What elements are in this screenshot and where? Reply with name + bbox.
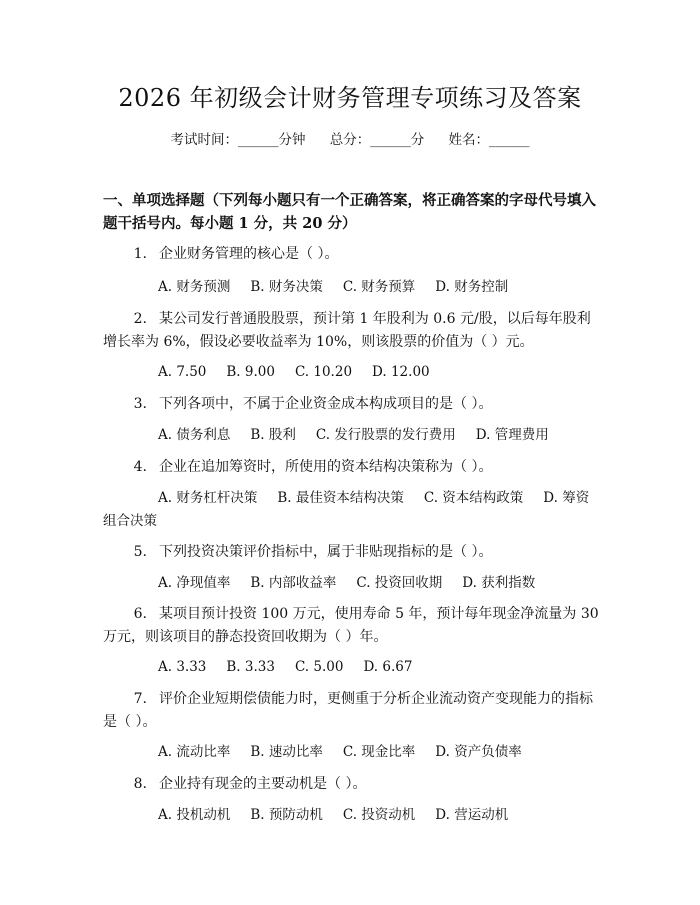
question-3 — [103, 393, 600, 416]
option-a: A. 债务利息 — [158, 427, 231, 443]
option-c: C. 投资回收期 — [356, 575, 443, 591]
option-b: B. 9.00 — [226, 364, 275, 380]
option-d: D. 12.00 — [372, 364, 430, 380]
question-number: 6. — [133, 606, 147, 622]
question-text: 企业财务管理的核心是（ ）。 — [159, 246, 339, 262]
option-a: A. 投机动机 — [158, 807, 231, 823]
option-b: B. 财务决策 — [250, 279, 323, 295]
section-heading: 一、单项选择题（下列每小题只有一个正确答案，将正确答案的字母代号填入题干括号内。每小题 1 分，共 20 分） — [103, 192, 596, 232]
option-c: C. 5.00 — [294, 659, 344, 675]
option-c: C. 10.20 — [294, 364, 353, 380]
option-a: A. 7.50 — [158, 364, 207, 380]
question-5-options — [103, 572, 600, 595]
option-b: B. 内部收益率 — [250, 575, 337, 591]
option-b: B. 预防动机 — [250, 807, 323, 823]
question-text: 企业持有现金的主要动机是（ ）。 — [159, 776, 367, 792]
question-1 — [103, 243, 600, 266]
option-c: C. 投资动机 — [342, 807, 416, 823]
exam-meta — [0, 130, 700, 150]
option-c: C. 财务预算 — [342, 279, 416, 295]
option-a: A. 流动比率 — [158, 744, 231, 760]
question-5 — [103, 541, 600, 564]
question-8 — [103, 773, 600, 796]
question-text: 评价企业短期偿债能力时，更侧重于分析企业流动资产变现能力的指标是（ ）。 — [103, 691, 593, 730]
question-6-options — [103, 656, 600, 679]
question-number: 7. — [133, 691, 147, 707]
question-number: 3. — [133, 396, 147, 412]
question-number: 1. — [133, 246, 147, 262]
option-d: D. 资产负债率 — [435, 744, 522, 760]
question-8-options — [103, 804, 600, 827]
option-a: A. 净现值率 — [158, 575, 231, 591]
question-4 — [103, 456, 600, 479]
question-7-options — [103, 741, 600, 764]
question-text: 某项目预计投资 100 万元，使用寿命 5 年，预计每年现金净流量为 30 万元，则该项目的静态投资回收期为（ ）年。 — [103, 606, 599, 645]
option-b: B. 3.33 — [226, 659, 275, 675]
document-title: 2026 年初级会计财务管理专项练习及答案 — [118, 84, 582, 112]
question-text: 下列投资决策评价指标中，属于非贴现指标的是（ ）。 — [159, 544, 493, 560]
question-2 — [103, 308, 600, 354]
option-c: C. 发行股票的发行费用 — [315, 427, 456, 443]
question-1-options — [103, 276, 600, 299]
option-a: A. 3.33 — [158, 659, 207, 675]
option-c: C. 资本结构政策 — [423, 490, 524, 506]
option-d: D. 管理费用 — [475, 427, 549, 443]
question-3-options — [103, 424, 600, 447]
question-text: 企业在追加筹资时，所使用的资本结构决策称为（ ）。 — [159, 459, 493, 475]
option-b: B. 股利 — [250, 427, 296, 443]
option-a: A. 财务杠杆决策 — [158, 490, 258, 506]
question-number: 8. — [133, 776, 147, 792]
exam-score: 总分：______分 — [329, 132, 425, 148]
question-7 — [103, 688, 600, 734]
option-d: D. 6.67 — [363, 659, 413, 675]
option-b: B. 最佳资本结构决策 — [277, 490, 404, 506]
question-number: 4. — [133, 459, 147, 475]
option-c: C. 现金比率 — [342, 744, 416, 760]
question-number: 2. — [133, 311, 147, 327]
exam-time: 考试时间：______分钟 — [170, 132, 306, 148]
option-b: B. 速动比率 — [250, 744, 323, 760]
question-4-options — [103, 487, 600, 533]
question-2-options — [103, 361, 600, 384]
option-d: D. 筹资组合决策 — [103, 490, 590, 529]
option-d: D. 营运动机 — [435, 807, 509, 823]
question-6 — [103, 603, 600, 649]
question-text: 下列各项中，不属于企业资金成本构成项目的是（ ）。 — [159, 396, 493, 412]
question-text: 某公司发行普通股股票，预计第 1 年股利为 0.6 元/股，以后每年股利增长率为 6%，假设必要收益率为 10%，则该股票的价值为（ ）元。 — [103, 311, 591, 350]
option-d: D. 财务控制 — [435, 279, 509, 295]
question-number: 5. — [133, 544, 147, 560]
option-d: D. 获利指数 — [462, 575, 536, 591]
exam-name: 姓名：______ — [448, 132, 530, 148]
option-a: A. 财务预测 — [158, 279, 231, 295]
